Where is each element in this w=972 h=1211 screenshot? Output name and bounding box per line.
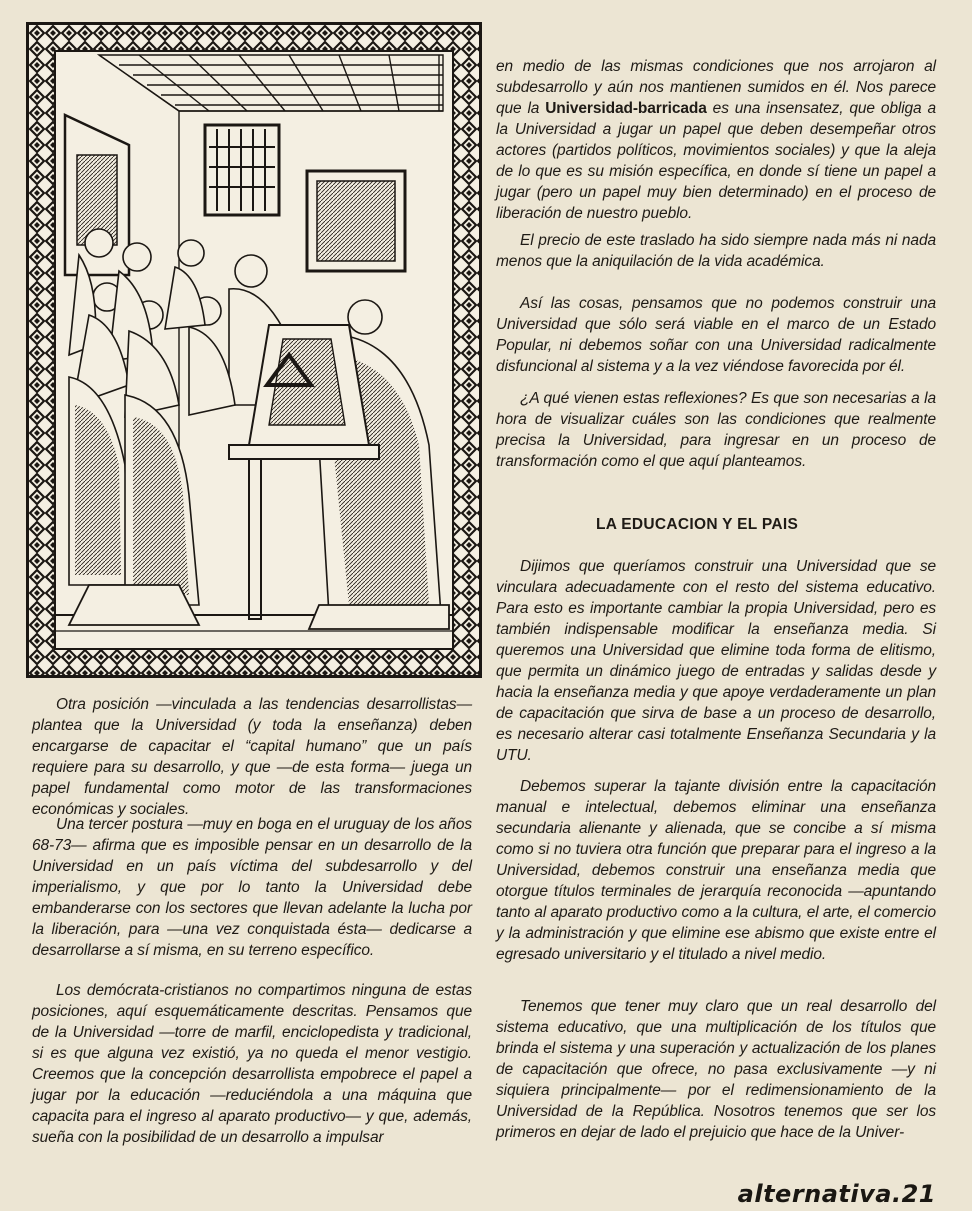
paragraph-reflexiones: ¿A qué vienen estas reflexiones? Es que son necesarias a la hora de visualizar cuáles son las condiciones que realmente precisa la Universidad, para ingresar en un proceso de transformación como el que aquí planteamos.	[496, 390, 936, 470]
paragraph-precio-traslado: El precio de este traslado ha sido siempre nada más ni nada menos que la aniquilación de la vida académica.	[496, 232, 936, 270]
paragraph-democrata-cristianos: Los demócrata-cristianos no compartimos ninguna de estas posiciones, aquí esquemáticamente descritas. Pensamos que de la Universidad —torre de marfil, enciclopedista y tradicional, si es que alguna vez existió, ya no queda el menor vestigio. Creemos que la concepción desarrollista empobrece el papel a jugar por la educación —reduciéndola a una máquina que capacita para el ingreso al aparato productivo— y que, además, sueña con la posibilidad de un desarrollo a impulsar	[32, 982, 472, 1146]
paragraph-tercer-postura: Una tercer postura —muy en boga en el uruguay de los años 68-73— afirma que es imposible pensar en un desarrollo de la Universidad en un país víctima del subdesarrollo y del imperialismo, y que por lo tanto la Universidad debe embanderarse con los sectores que llevan adelante la lucha por la liberación, para —una vez conquistada ésta— dedicarse a desarrollarse a sí misma, en su terreno específico.	[32, 816, 472, 959]
paragraph-universidad-barricada	[496, 56, 936, 224]
text-segment: en medio de las mismas condiciones que nos arrojaron al subdesarrollo y aún nos mantienen sumidos en él. Nos parece que la	[496, 58, 936, 117]
section-heading: LA EDUCACION Y EL PAIS	[596, 516, 799, 533]
paragraph-tenemos-que-tener: Tenemos que tener muy claro que un real desarrollo del sistema educativo, que una multiplicación de los títulos que brinda el sistema y una superación y actualización de los planes de capacitación que ofrece, no pasa exclusivamente —y ni siquiera principalmente— por el redimensionamiento de la Universidad de la República. Nosotros tenemos que ser los primeros en dejar de lado el prejuicio que hace de la Univer-	[496, 998, 936, 1141]
paragraph-debemos-superar: Debemos superar la tajante división entre la capacitación manual e intelectual, debemos eliminar una enseñanza secundaria alienante y alienada, que se concibe a sí misma como si no tuviera otra función que preparar para el ingreso a la Universidad, debemos construir una enseñanza media que otorgue títulos terminales de jerarquía reconocida —apuntando tanto al aparato productivo como a la cultura, el arte, el comercio y la administración y que elimine ese abismo que existe entre el egresado universitario y el titulado a nivel medio.	[496, 778, 936, 963]
paragraph-asi-las-cosas: Así las cosas, pensamos que no podemos construir una Universidad que sólo será viable en el marco de un Estado Popular, ni debemos soñar con una Universidad radicalmente disfuncional al sistema y a la vez viéndose favorecida por él.	[496, 295, 936, 375]
woodcut-drawing	[29, 25, 479, 675]
text-segment: es una insensatez, que obliga a la Universidad a jugar un papel que deben desempeñar otros actores (partidos políticos, movimientos sociales) y que la aleja de lo que es su misión específica, en donde sí tiene un papel a jugar (pero un papel muy bien determinado) en el proceso de liberación de nuestro pueblo.	[496, 100, 936, 222]
footer-separator: .	[891, 1180, 902, 1208]
page-number: 21	[901, 1180, 936, 1208]
paragraph-dijimos: Dijimos que queríamos construir una Universidad que se vinculara adecuadamente con el resto del sistema educativo. Para esto es importante cambiar la propia Universidad, pero es también indispensable modificar la enseñanza media. Si queremos una Universidad que elimine toda forma de elitismo, que permita un dinámico juego de entradas y salidas desde y hacia la enseñanza media y que apoye verdaderamente un plan de capacitación que sirva de base a un proceso de desarrollo, es necesario alterar casi totalmente Enseñanza Secundaria y la UTU.	[496, 558, 936, 764]
bold-term: Universidad-barricada	[545, 100, 707, 117]
page-footer	[738, 1180, 936, 1208]
magazine-name: alternativa	[737, 1180, 892, 1208]
paragraph-desarrollista: Otra posición —vinculada a las tendencias desarrollistas— plantea que la Universidad (y toda la enseñanza) deben encargarse de capacitar el “capital humano” que un país requiere para su desarrollo, y que —de esta forma— juega un papel fundamental como motor de las transformaciones económicas y sociales.	[32, 696, 472, 818]
woodcut-illustration	[26, 22, 482, 678]
